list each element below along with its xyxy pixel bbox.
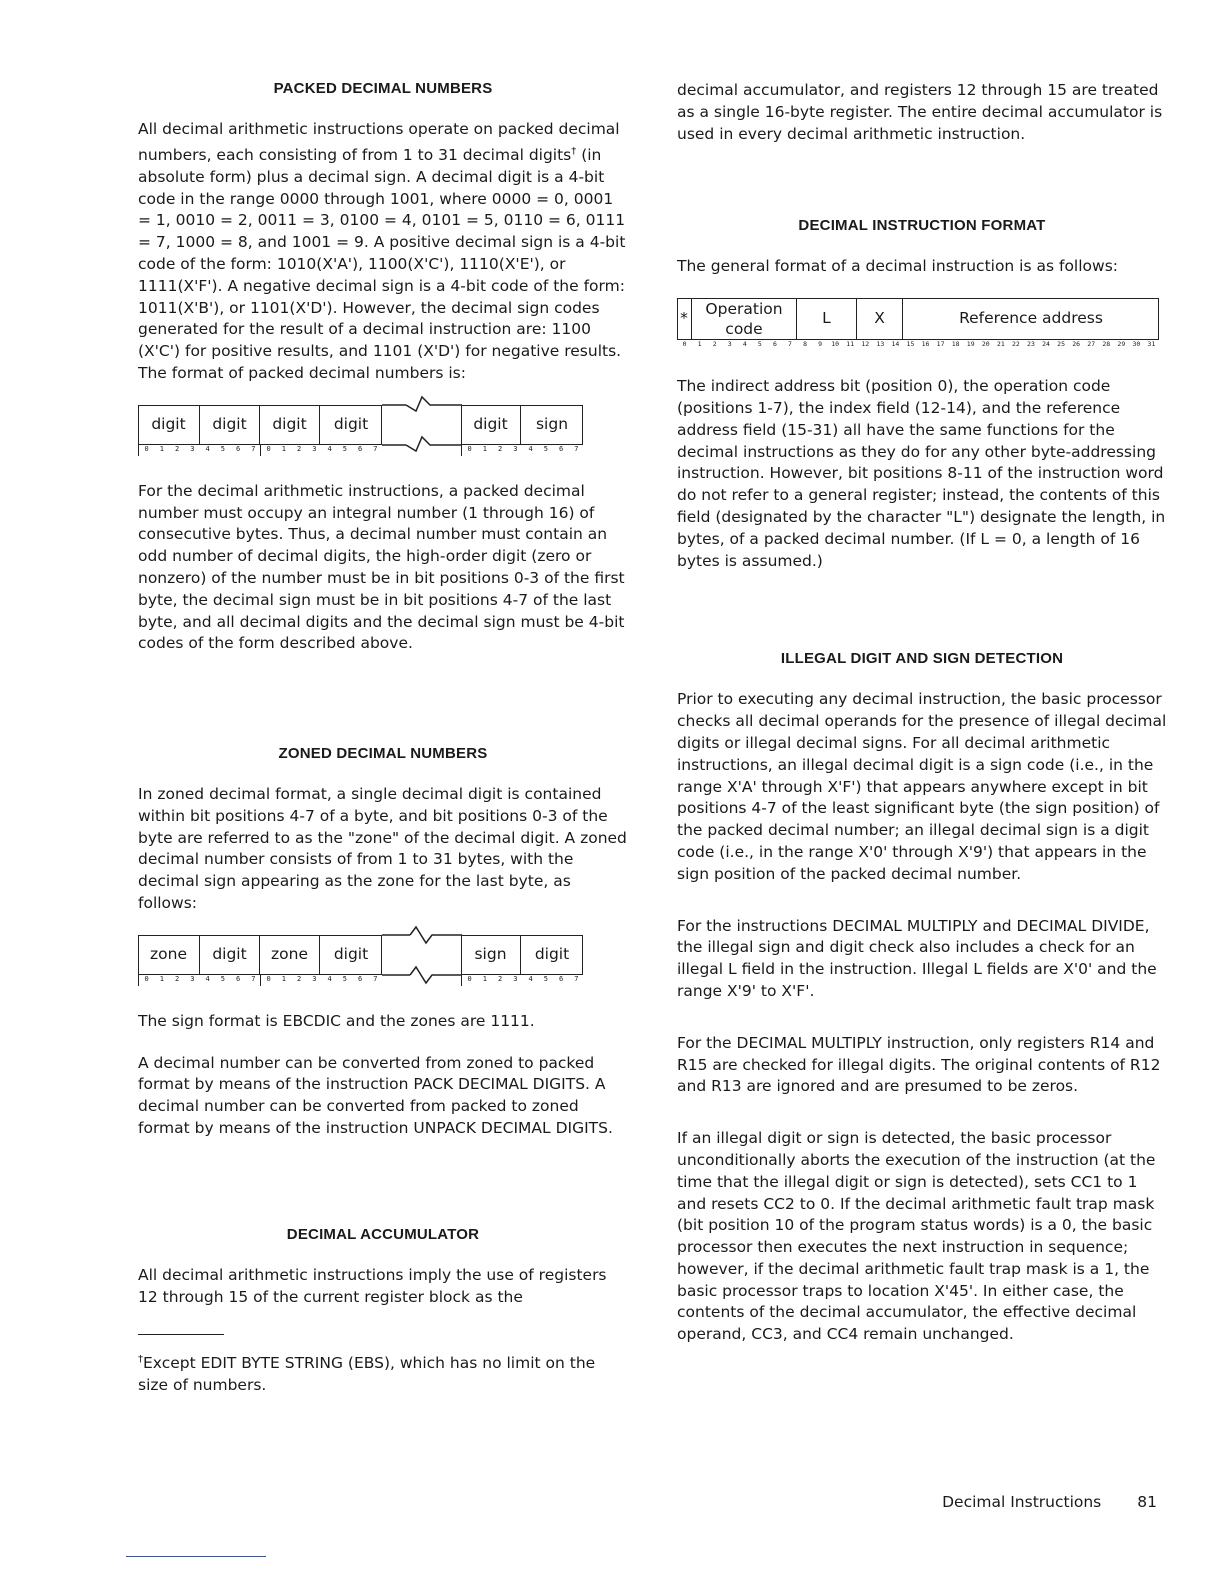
break-symbol — [382, 395, 462, 457]
illegal-heading: ILLEGAL DIGIT AND SIGN DETECTION — [780, 650, 1064, 668]
bit-number: 26 — [1072, 340, 1081, 349]
accumulator-heading: DECIMAL ACCUMULATOR — [286, 1225, 480, 1243]
illegal-paragraph-2: For the instructions DECIMAL MULTIPLY and DECIMAL DIVIDE, the illegal sign and digit check also includes a check for an illegal L field in the instruction. Illegal L fields are X'0' and the range X'9' to X'F'. — [677, 916, 1157, 1000]
bit-number: 11 — [846, 340, 855, 349]
footnote-ref: † — [571, 145, 577, 157]
bit-number: 2 — [712, 340, 717, 349]
bit-number: 4 — [742, 340, 747, 349]
bit-number: 1 — [697, 340, 702, 349]
bit-number: 9 — [818, 340, 823, 349]
bit-ruler: 0 1 2 3 4 5 6 7 — [138, 975, 261, 986]
bit-number: 20 — [981, 340, 990, 349]
packed-cell: digit — [138, 405, 200, 445]
accumulator-continued: decimal accumulator, and registers 12 through 15 are treated as a single 16-byte register. The entire decimal accumulator is used in every decimal arithmetic instruction. — [677, 81, 1163, 143]
field-x: X — [857, 298, 903, 340]
bit-number: 14 — [891, 340, 900, 349]
format-paragraph-1: The general format of a decimal instruction is as follows: — [677, 257, 1119, 276]
bit-number: 24 — [1042, 340, 1050, 349]
bit-number: 15 — [906, 340, 915, 349]
packed-paragraph-2: For the decimal arithmetic instructions, a packed decimal number must occupy an integral number (1 through 16) of consecutive bytes. Thus, a decimal number must contain an odd number of decimal digits, the high-order digit (zero or nonzero) of the number must be in bit positions 0-3 of the first byte, the decimal sign must be in bit positions 4-7 of the last byte, and all decimal digits and the decimal sign must be 4-bit codes of the form described above. — [138, 481, 625, 653]
bit-number: 8 — [803, 340, 807, 349]
bit-number: 7 — [788, 340, 792, 349]
bit-number: 0 — [682, 340, 687, 349]
field-indirect: * — [677, 298, 692, 340]
accumulator-paragraph: All decimal arithmetic instructions imply the use of registers 12 through 15 of the current register block as the — [138, 1265, 607, 1306]
zoned-cell: digit — [333, 944, 369, 963]
bit-number: 23 — [1027, 340, 1035, 349]
bit-ruler: 0 1 2 3 4 5 6 7 — [260, 975, 383, 986]
left-column — [138, 80, 628, 1417]
bit-number: 5 — [757, 340, 762, 349]
illegal-paragraph-1: Prior to executing any decimal instruction, the basic processor checks all decimal operands for the presence of illegal decimal digits or illegal decimal signs. For all decimal arithmetic instructions, an illegal decimal digit is a sign code (i.e., in the range X'A' through X'F') that appears anywhere except in bit positions 4-7 of the least significant byte (the sign position) of the packed decimal number; an illegal decimal sign is a digit code (i.e., in the range X'0' through X'9') that appears in the sign position of the packed decimal number. — [677, 690, 1167, 883]
packed-cell: sign — [535, 414, 569, 433]
illegal-paragraph-3: For the DECIMAL MULTIPLY instruction, only registers R14 and R15 are checked for illegal digits. The original contents of R12 and R13 are ignored and are presumed to be zeros. — [677, 1033, 1161, 1096]
field-l: L — [797, 298, 857, 340]
zoned-cell: sign — [461, 935, 521, 975]
field-reference-address: Reference address — [959, 309, 1103, 328]
scan-artifact-line — [126, 1556, 266, 1557]
footnote-rule — [138, 1334, 224, 1335]
bit-number: 10 — [831, 340, 840, 349]
bit-ruler: 0 1 2 3 4 5 6 7 — [461, 445, 584, 456]
format-heading: DECIMAL INSTRUCTION FORMAT — [798, 217, 1046, 235]
footer-section: Decimal Instructions — [942, 1493, 1102, 1511]
format-paragraph-2: The indirect address bit (position 0), the operation code (positions 1-7), the index field (12-14), and the reference address field (15-31) all have the same functions for the decimal instructions as they do for any other byte-addressing instruction. However, bit positions 8-11 of the instruction word do not refer to a general register; instead, the contents of this field (designated by the character "L") designate the length, in bytes, of a packed decimal number. (If L = 0, a length of 16 bytes is assumed.) — [677, 377, 1166, 570]
bit-positions — [677, 340, 1159, 350]
bit-number: 27 — [1087, 340, 1096, 349]
packed-cell: digit — [200, 405, 260, 445]
bit-number: 31 — [1147, 340, 1156, 349]
zoned-paragraph-1: In zoned decimal format, a single decimal digit is contained within bit positions 4-7 of a byte, and bit positions 0-3 of the byte are referred to as the "zone" of the decimal digit. A zoned decimal number consists of from 1 to 31 bytes, with the decimal sign appearing as the zone for the last byte, as follows: — [138, 785, 627, 913]
zoned-heading: ZONED DECIMAL NUMBERS — [278, 745, 488, 763]
right-column — [677, 80, 1167, 1366]
page-footer — [677, 1493, 1157, 1511]
break-symbol — [382, 925, 462, 987]
packed-paragraph-1: All decimal arithmetic instructions operate on packed decimal numbers, each consisting of from 1 to 31 decimal digits† (in absolute form) plus a decimal sign. A decimal digit is a 4-bit code in the range 0000 through 1001, where 0000 = 0, 0001 = 1, 0010 = 2, 0011 = 3, 0100 = 4, 0101 = 5, 0110 = 6, 0111 = 7, 1000 = 8, and 1001 = 9. A positive decimal sign is a 4-bit code of the form: 1010(X'A'), 1100(X'C'), 1110(X'E'), or 1111(X'F'). A negative decimal sign is a 4-bit code of the form: 1011(X'B'), or 1101(X'D'). However, the decimal sign codes generated for the result of a decimal instruction are: 1100 (X'C') for positive results, and 1101 (X'D') for negative results. The format of packed decimal numbers is: — [138, 120, 626, 382]
bit-number: 21 — [996, 340, 1005, 349]
bit-number: 28 — [1102, 340, 1111, 349]
bit-number: 25 — [1057, 340, 1065, 349]
zoned-cell: digit — [200, 935, 260, 975]
zoned-paragraph-3: A decimal number can be converted from zoned to packed format by means of the instruction PACK DECIMAL DIGITS. A decimal number can be converted from packed to zoned format by means of the instruction UNPACK DECIMAL DIGITS. — [138, 1053, 613, 1138]
zoned-cell: digit — [534, 944, 570, 963]
zoned-cell: zone — [138, 935, 200, 975]
bit-number: 16 — [921, 340, 930, 349]
packed-cell: digit — [260, 405, 320, 445]
bit-number: 18 — [951, 340, 960, 349]
zoned-paragraph-2: The sign format is EBCDIC and the zones are 1111. — [138, 1011, 535, 1030]
bit-number: 13 — [876, 340, 885, 349]
instruction-format-diagram — [677, 298, 1159, 354]
bit-number: 12 — [861, 340, 870, 349]
packed-cell: digit — [333, 414, 369, 433]
bit-number: 3 — [727, 340, 732, 349]
zoned-format-diagram — [138, 935, 628, 989]
zoned-cell: zone — [260, 935, 320, 975]
bit-number: 22 — [1011, 340, 1020, 349]
bit-ruler: 0 1 2 3 4 5 6 7 — [461, 975, 584, 986]
bit-number: 29 — [1117, 340, 1126, 349]
footnote: †Except EDIT BYTE STRING (EBS), which has no limit on the size of numbers. — [138, 1354, 596, 1395]
packed-cell: digit — [461, 405, 521, 445]
bit-ruler: 0 1 2 3 4 5 6 7 — [138, 445, 261, 456]
bit-ruler: 0 1 2 3 4 5 6 7 — [260, 445, 383, 456]
bit-number: 30 — [1132, 340, 1141, 349]
bit-number: 17 — [936, 340, 945, 349]
packed-heading: PACKED DECIMAL NUMBERS — [273, 80, 493, 97]
illegal-paragraph-4: If an illegal digit or sign is detected, the basic processor unconditionally aborts the execution of the instruction (at the time that the illegal digit or sign is detected), sets CC1 to 1 and resets CC2 to 0. If the decimal arithmetic fault trap mask (bit position 10 of the program status words) is a 0, the basic processor then executes the next instruction in sequence; however, if the decimal arithmetic fault trap mask is a 1, the basic processor traps to location X'45'. In either case, the contents of the decimal accumulator, the effective decimal operand, CC3, and CC4 remain unchanged. — [677, 1129, 1156, 1344]
field-operation-code: Operation code — [692, 298, 797, 340]
bit-number: 19 — [966, 340, 975, 349]
footnote-mark: † — [138, 1354, 143, 1366]
bit-number: 6 — [772, 340, 777, 349]
packed-format-diagram — [138, 405, 628, 459]
page-number: 81 — [1137, 1493, 1157, 1511]
